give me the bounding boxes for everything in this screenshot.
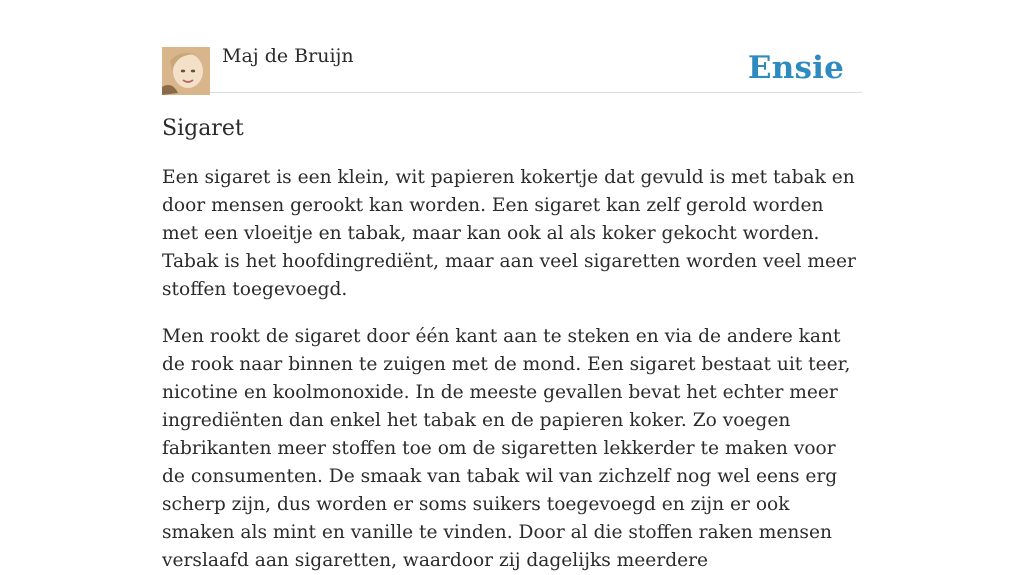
article-container: [162, 0, 862, 575]
avatar-photo-icon: [162, 47, 210, 95]
ensie-logo[interactable]: Ensie: [747, 50, 844, 86]
author-avatar[interactable]: [162, 47, 210, 95]
article-paragraph: Een sigaret is een klein, wit papieren kokertje dat gevuld is met tabak en door mensen gerookt kan worden. Een sigaret kan zelf gerold worden met een vloeitje en tabak, maar kan ook al als koker gekocht worden. Tabak is het hoofdingrediënt, maar aan veel sigaretten worden veel meer stoffen toegevoegd.: [162, 167, 856, 300]
article-paragraph: Men rookt de sigaret door één kant aan te steken en via de andere kant de rook naar binnen te zuigen met de mond. Een sigaret bestaat uit teer, nicotine en koolmonoxide. In de meeste gevallen bevat het echter meer ingrediënten dan enkel het tabak en de papieren koker. Zo voegen fabrikanten meer stoffen toe om de sigaretten lekkerder te maken voor de consumenten. De smaak van tabak wil van zichzelf nog wel eens erg scherp zijn, dus worden er soms suikers toegevoegd en zijn er ook smaken als mint en vanille te vinden. Door al die stoffen raken mensen verslaafd aan sigaretten, waardoor zij dagelijks meerdere: [162, 326, 851, 571]
article-header: [162, 0, 862, 93]
author-name[interactable]: Maj de Bruijn: [222, 45, 354, 67]
article-title: Sigaret: [162, 116, 244, 141]
